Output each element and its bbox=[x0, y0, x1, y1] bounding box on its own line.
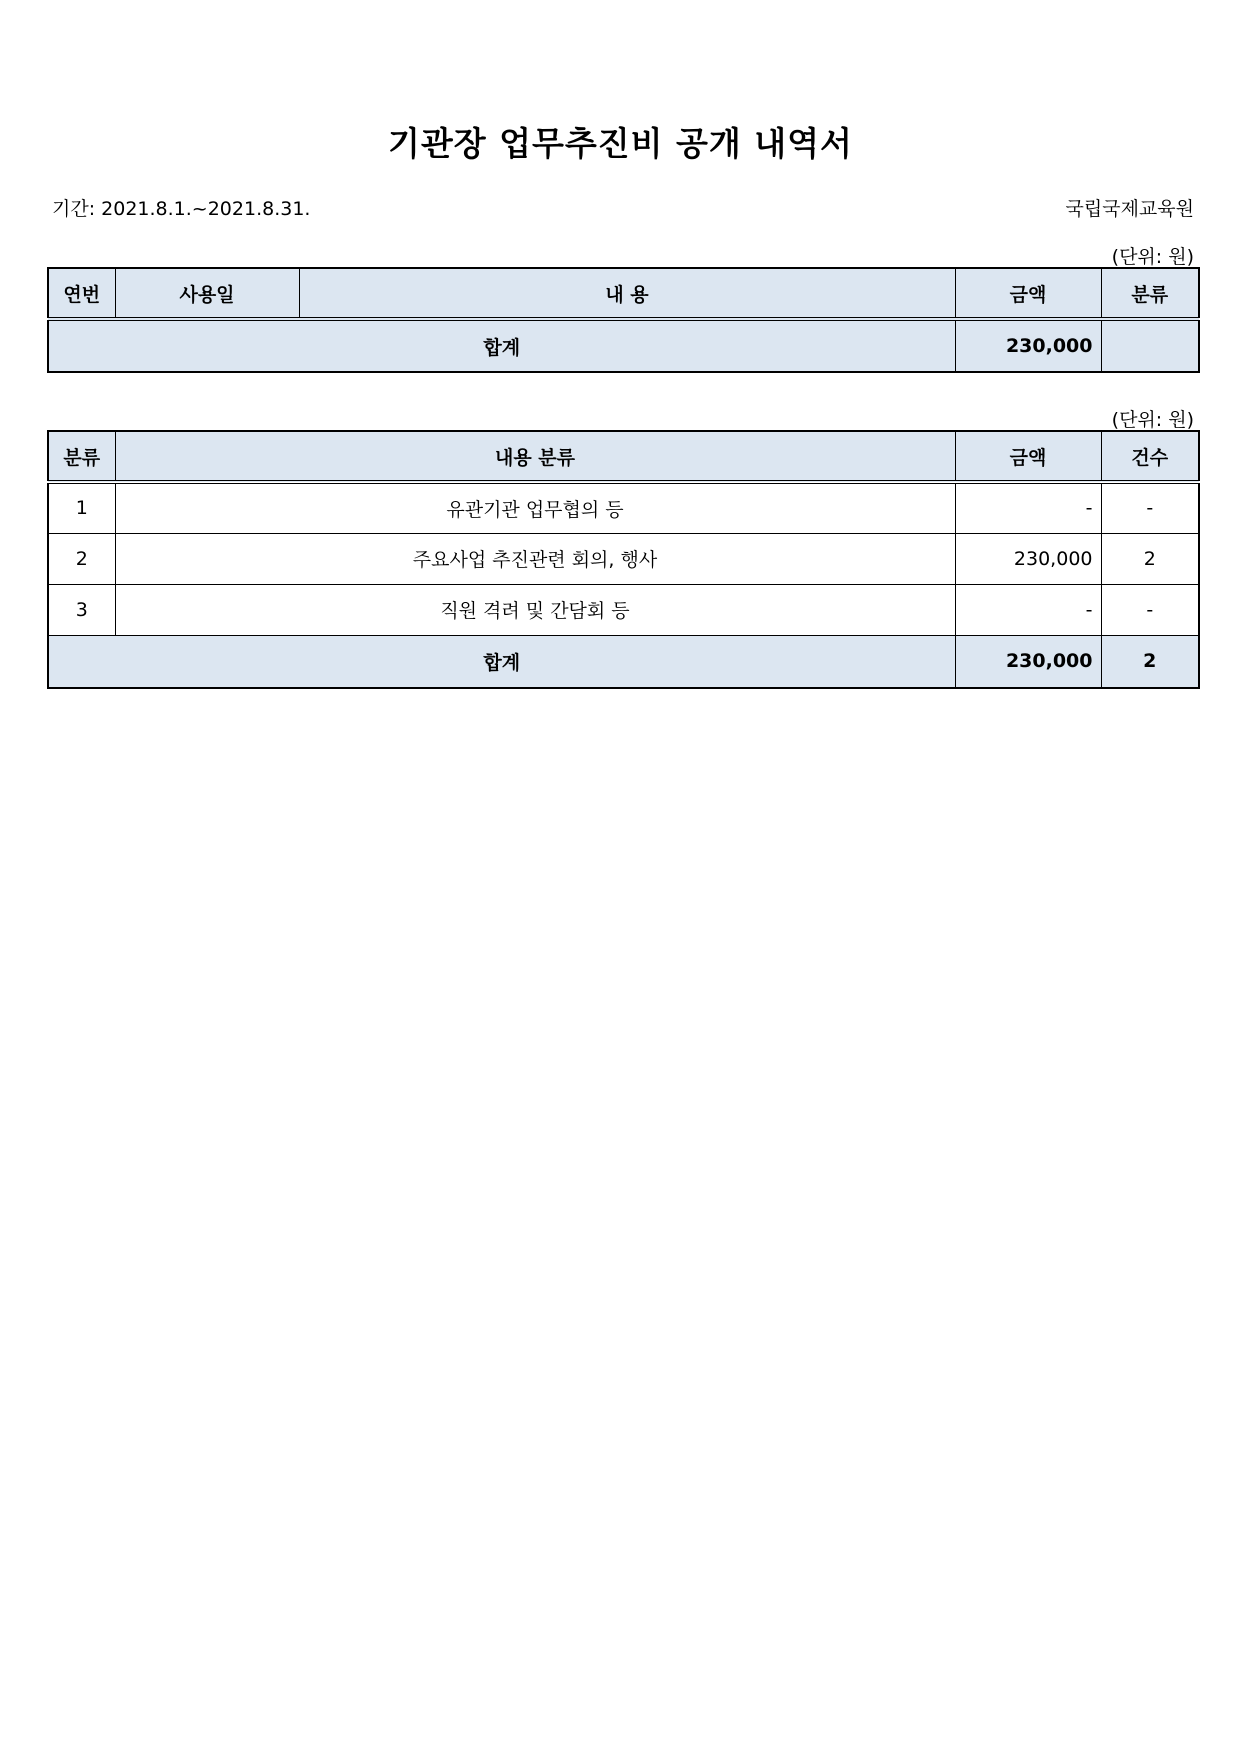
column-header-amount: 금액 bbox=[955, 268, 1101, 319]
total-row bbox=[48, 319, 1199, 372]
row-amount: - bbox=[955, 482, 1101, 533]
table-header-row bbox=[48, 268, 1199, 319]
row-number: 3 bbox=[48, 584, 115, 635]
row-category: 직원 격려 및 간담회 등 bbox=[115, 584, 955, 635]
row-category: 유관기관 업무협의 등 bbox=[115, 482, 955, 533]
total-count: 2 bbox=[1101, 635, 1199, 688]
table-header-row bbox=[48, 431, 1199, 482]
row-category: 주요사업 추진관련 회의, 행사 bbox=[115, 533, 955, 584]
organization-name: 국립국제교육원 bbox=[1065, 198, 1194, 220]
table-row bbox=[48, 584, 1199, 635]
expense-detail-table bbox=[47, 267, 1200, 373]
column-header-content-category: 내용 분류 bbox=[115, 431, 955, 482]
total-label: 합계 bbox=[48, 635, 955, 688]
total-row bbox=[48, 635, 1199, 688]
document-title: 기관장 업무추진비 공개 내역서 bbox=[388, 124, 853, 163]
total-category bbox=[1101, 319, 1199, 372]
row-count: 2 bbox=[1101, 533, 1199, 584]
column-header-content: 내 용 bbox=[299, 268, 955, 319]
column-header-serial: 연번 bbox=[48, 268, 115, 319]
table-row bbox=[48, 482, 1199, 533]
column-header-category-no: 분류 bbox=[48, 431, 115, 482]
period-label: 기간: 2021.8.1.~2021.8.31. bbox=[52, 198, 311, 220]
row-count: - bbox=[1101, 482, 1199, 533]
column-header-date: 사용일 bbox=[115, 268, 299, 319]
unit-label: (단위: 원) bbox=[1111, 409, 1194, 431]
row-amount: 230,000 bbox=[955, 533, 1101, 584]
column-header-category: 분류 bbox=[1101, 268, 1199, 319]
total-amount: 230,000 bbox=[955, 635, 1101, 688]
column-header-amount: 금액 bbox=[955, 431, 1101, 482]
row-number: 1 bbox=[48, 482, 115, 533]
table-row bbox=[48, 533, 1199, 584]
column-header-count: 건수 bbox=[1101, 431, 1199, 482]
row-number: 2 bbox=[48, 533, 115, 584]
unit-label: (단위: 원) bbox=[1111, 246, 1194, 268]
total-label: 합계 bbox=[48, 319, 955, 372]
total-amount: 230,000 bbox=[955, 319, 1101, 372]
category-summary-table bbox=[47, 430, 1200, 689]
row-count: - bbox=[1101, 584, 1199, 635]
row-amount: - bbox=[955, 584, 1101, 635]
